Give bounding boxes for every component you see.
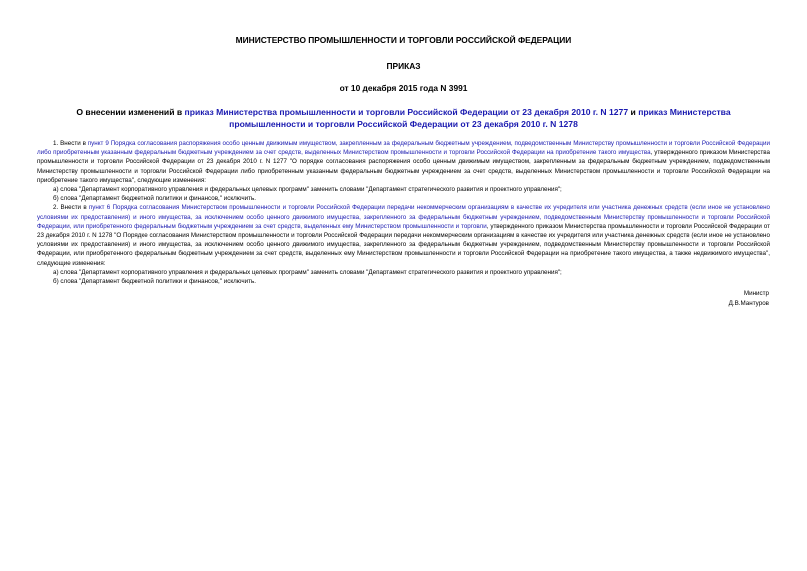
item-1-prefix: 1. Внести в [53,140,88,147]
order-date: от 10 декабря 2015 года N 3991 [339,83,468,93]
title-prefix: О внесении изменений в [76,107,185,117]
signature-name: Д.В.Мантуров [728,299,769,307]
item-1-sub-a: а) слова "Департамент корпоративного управления и федеральных целевых программ" заменить словами "Департамент стратегического развития и проектного управления"; [53,186,562,194]
item-1-suffix: , утвержденного приказом Министерства промышленности и торговли Российской Федерации от 23 декабря 2010 г. N 1277 "О порядке согласования распоряжения особо ценным движимым имуществом, закрепленным за федеральным бюджетным учреждением, подведомственным Министерству промышленности и торговли Российской Федерации либо приобретенным указанным федеральным бюджетным учреждением за счет средств, выделенных Министерством промышленности и торговли Российской Федерации на приобретение такого имущества", следующие изменения: [37,149,771,184]
document-page [37,35,770,286]
item-2-prefix: 2. Внести в [53,204,89,212]
item-2-paragraph [37,203,770,267]
item-2-sub-b: б) слова "Департамент бюджетной политики и финансов," исключить. [53,278,256,286]
item-2-suffix: , утвержденного приказом Министерства промышленности и торговли Российской Федерации от 23 декабря 2010 г. N 1278 "О Порядке согласования Министерством промышленности и торговли Российской Федерации передачи некоммерческим организациям в качестве их учредителя или участника денежных средств (если иное не установлено условиями их предоставления) и иного имущества, за исключением особо ценного движимого имущества, закрепленного за федеральным бюджетным учреждением, подведомственным Министерству промышленности и торговли Российской Федерации, или приобретенного федеральным бюджетным учреждением за счет средств, выделенных ему Министерством промышленности и торговли Российской Федерации на приобретение такого имущества, а также недвижимого имущества", следующие изменения: [37,222,770,267]
item-2-link[interactable]: пункт 6 Порядка согласования Министерством промышленности и торговли Российской Федерации передачи некоммерческим организациям в качестве их учредителя или участника денежных средств (если иное не установлено условиями их предоставления) и иного имущества, за исключением особо ценного движимого имущества, закрепленного за федеральным бюджетным учреждением, подведомственным Министерству промышленности и торговли Российской Федерации, или приобретенного федеральным бюджетным учреждением за счет средств, выделенных ему Министерством промышленности и торговли [37,204,770,230]
item-1-sub-b: б) слова "Департамент бюджетной политики и финансов," исключить. [53,195,256,203]
signature-block [729,289,769,308]
item-1-link[interactable]: пункт 9 Порядка согласования распоряжения особо ценным движимым имуществом, закрепленным за федеральным бюджетным учреждением, подведомственным Министерству промышленности и торговли Российской Федерации либо приобретенным указанным федеральным бюджетным учреждением за счет средств, выделенных Министерством промышленности и торговли Российской Федерации на приобретение такого имущества [37,140,770,157]
item-2-sub-a: а) слова "Департамент корпоративного управления и федеральных целевых программ" заменить словами "Департамент стратегического развития и проектного управления"; [53,268,562,276]
signature-position: Министр [743,290,769,297]
document-body [37,139,770,286]
title-link-order-1278[interactable]: приказ Министерства промышленности и торговли Российской Федерации от 23 декабря 2010 г. N 1278 [229,107,731,129]
ministry-heading: МИНИСТЕРСТВО ПРОМЫШЛЕННОСТИ И ТОРГОВЛИ РОССИЙСКОЙ ФЕДЕРАЦИИ [235,35,572,45]
title-link-order-1277[interactable]: приказ Министерства промышленности и торговли Российской Федерации от 23 декабря 2010 г. N 1277 [184,107,629,117]
order-type-heading: ПРИКАЗ [386,61,421,71]
title-conjunction: и [628,107,639,117]
document-title [37,107,770,130]
item-1-paragraph [37,139,770,185]
